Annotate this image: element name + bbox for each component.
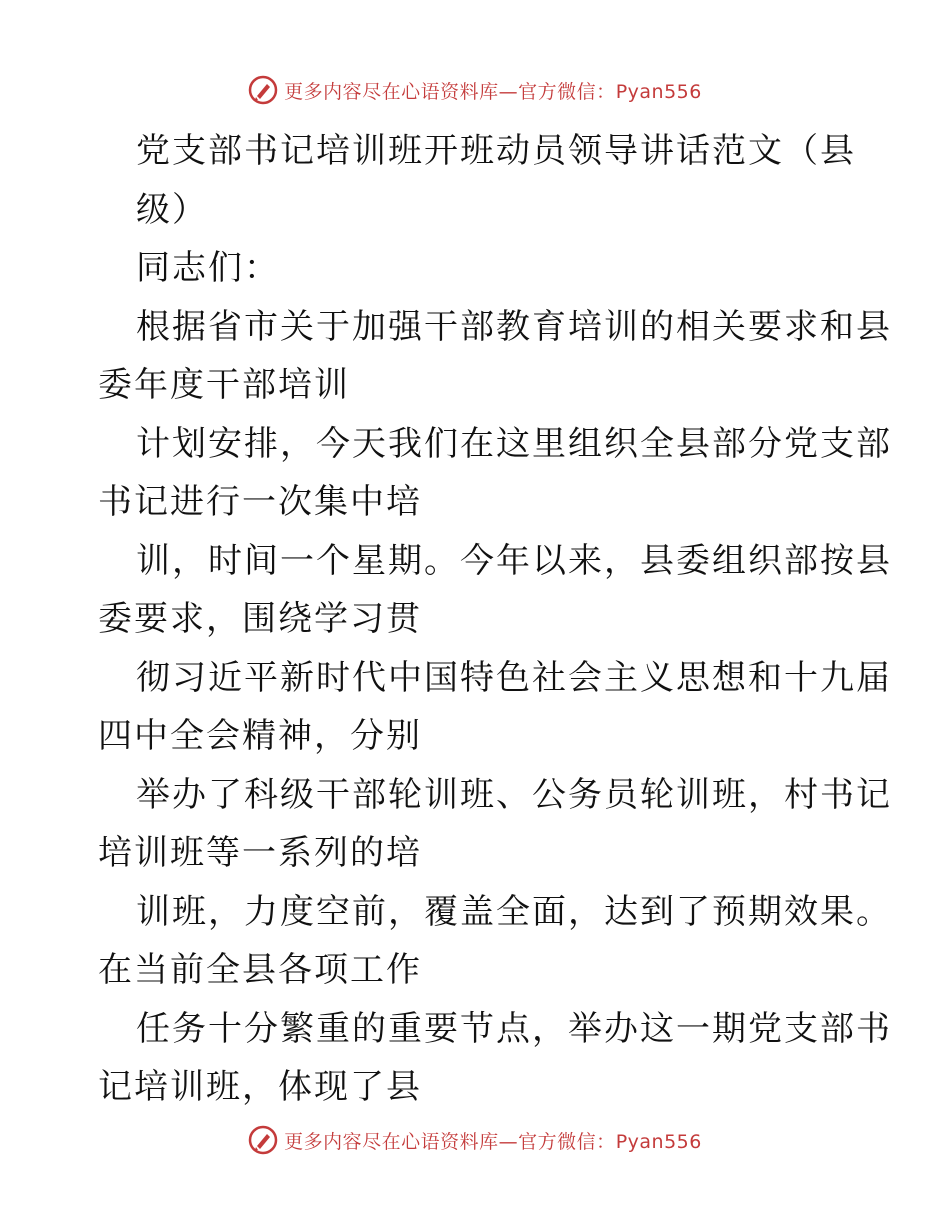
document-text-line: 书记进行一次集中培 (98, 482, 422, 522)
pen-nib-logo-icon (248, 1125, 278, 1155)
document-text-line: 同志们： (136, 248, 280, 288)
document-text-line: 彻习近平新时代中国特色社会主义思想和十九届 (136, 657, 892, 698)
document-text-line: 四中全会精神，分别 (98, 716, 422, 756)
footer-banner-title: 更多内容尽在心语资料库 (284, 1130, 499, 1153)
footer-wechat-label: 官方微信： (518, 1130, 616, 1153)
pen-nib-logo-icon (248, 75, 278, 105)
header-banner-title: 更多内容尽在心语资料库 (284, 80, 499, 103)
document-text-line: 训班，力度空前，覆盖全面，达到了预期效果。 (136, 891, 892, 932)
footer-banner-text (284, 1127, 702, 1154)
header-wechat-id: Pyan556 (615, 80, 702, 103)
document-text-line: 级） (136, 189, 208, 230)
document-text-line: 委年度干部培训 (98, 365, 350, 405)
document-text-line: 根据省市关于加强干部教育培训的相关要求和县 (136, 306, 892, 347)
document-text-line: 培训班等一系列的培 (98, 833, 422, 873)
document-text-line: 在当前全县各项工作 (98, 950, 422, 990)
document-text-line: 记培训班，体现了县 (98, 1067, 422, 1107)
document-body (98, 122, 892, 1117)
footer-banner-dash: — (498, 1130, 519, 1153)
document-text-line: 举办了科级干部轮训班、公务员轮训班，村书记 (136, 774, 892, 815)
footer-banner (0, 1120, 950, 1160)
document-text-line: 训，时间一个星期。今年以来，县委组织部按县 (136, 540, 892, 581)
document-title-line: 党支部书记培训班开班动员领导讲话范文（县 (136, 131, 856, 171)
header-wechat-label: 官方微信： (518, 80, 616, 103)
header-banner-dash: — (498, 80, 519, 103)
document-text-line: 任务十分繁重的重要节点，举办这一期党支部书 (136, 1008, 892, 1049)
document-text-line: 委要求，围绕学习贯 (98, 599, 422, 639)
header-banner (0, 70, 950, 110)
header-banner-text (284, 77, 702, 104)
footer-wechat-id: Pyan556 (615, 1130, 702, 1153)
document-text-line: 计划安排，今天我们在这里组织全县部分党支部 (136, 423, 892, 464)
